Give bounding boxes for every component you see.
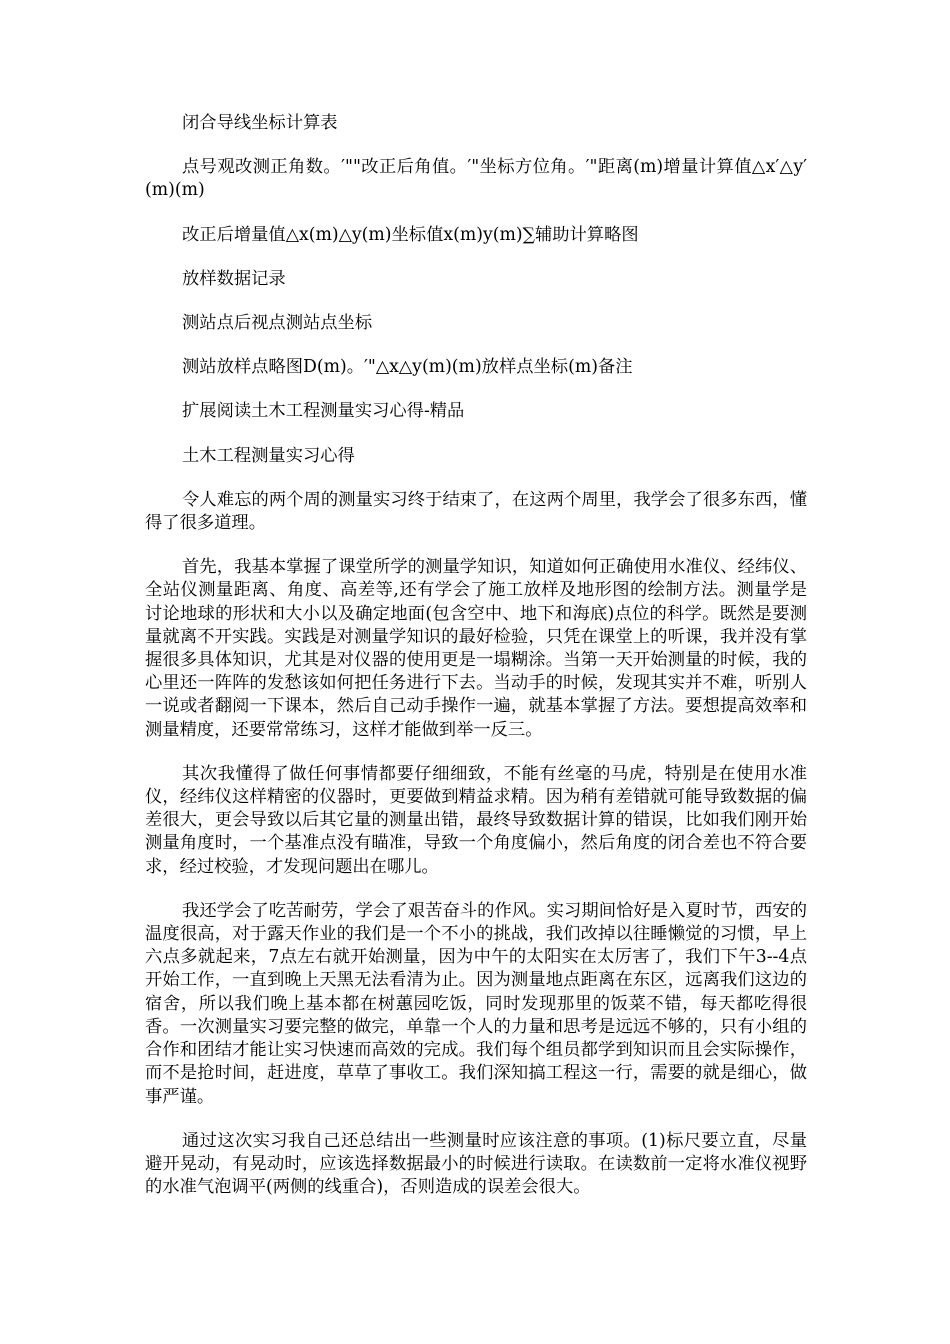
paragraph-second: 其次我懂得了做任何事情都要仔细细致，不能有丝毫的马虎，特别是在使用水准仪，经纬仪这样精密的仪器时，更要做到精益求精。因为稍有差错就可能导致数据的偏差很大，更会导致以后其它量的测量出错，最终导致数据计算的错误，比如我们刚开始测量角度时，一个基准点没有瞄准，导致一个角度偏小，然后角度的闭合差也不符合要求，经过校验，才发现问题出在哪儿。 <box>145 763 807 877</box>
paragraph-intro: 令人难忘的两个周的测量实习终于结束了，在这两个周里，我学会了很多东西，懂得了很多道理。 <box>145 489 807 534</box>
document-body <box>145 112 807 1220</box>
extended-reading-title: 扩展阅读土木工程测量实习心得-精品 <box>182 401 465 422</box>
paragraph-third: 我还学会了吃苦耐劳，学会了艰苦奋斗的作风。实习期间恰好是入夏时节，西安的温度很高，对于露天作业的我们是一个不小的挑战，我们改掉以往睡懒觉的习惯，早上六点多就起来，7点左右就开始测量，因为中午的太阳实在太厉害了，我们下午3--4点开始工作，一直到晚上天黑无法看清为止。因为测量地点距离在东区，远离我们这边的宿舍，所以我们晚上基本都在树蕙园吃饭，同时发现那里的饭菜不错，每天都吃得很香。一次测量实习要完整的做完，单靠一个人的力量和思考是远远不够的，只有小组的合作和团结才能让实习快速而高效的完成。我们每个组员都学到知识而且会实际操作，而不是抢时间，赶进度，草草了事收工。我们深知搞工程这一行，需要的就是细心，做事严谨。 <box>145 900 807 1107</box>
table-title: 闭合导线坐标计算表 <box>182 113 338 133</box>
table-header-line-2: 改正后增量值△x(m)△y(m)坐标值x(m)y(m)∑辅助计算略图 <box>182 224 639 245</box>
paragraph-notes: 通过这次实习我自己还总结出一些测量时应该注意的事项。(1)标尺要立直，尽量避开晃动，有晃动时，应该选择数据最小的时候进行读取。在读数前一定将水准仪视野的水准气泡调平(两侧的线重合)，否则造成的误差会很大。 <box>145 1130 807 1198</box>
stakeout-header-line-1: 测站点后视点测站点坐标 <box>182 313 373 334</box>
article-title: 土木工程测量实习心得 <box>182 445 355 466</box>
stakeout-record-title: 放样数据记录 <box>182 268 286 289</box>
paragraph-first: 首先，我基本掌握了课堂所学的测量学知识，知道如何正确使用水准仪、经纬仪、全站仪测量距离、角度、高差等,还有学会了施工放样及地形图的绘制方法。测量学是讨论地球的形状和大小以及确定地面(包含空中、地下和海底)点位的科学。既然是要测量就离不开实践。实践是对测量学知识的最好检验，只凭在课堂上的听课，我并没有掌握很多具体知识，尤其是对仪器的使用更是一塌糊涂。当第一天开始测量的时候，我的心里还一阵阵的发愁该如何把任务进行下去。当动手的时候，发现其实并不难，听别人一说或者翻阅一下课本，然后自己动手操作一遍，就基本掌握了方法。要想提高效率和测量精度，还要常常练习，这样才能做到举一反三。 <box>145 557 807 740</box>
table-header-line-1: 点号观改测正角数。′""改正后角值。′"坐标方位角。′"距离(m)增量计算值△x′△y′(m)(m) <box>145 157 807 201</box>
stakeout-header-line-2: 测站放样点略图D(m)。′"△x△y(m)(m)放样点坐标(m)备注 <box>182 357 633 378</box>
